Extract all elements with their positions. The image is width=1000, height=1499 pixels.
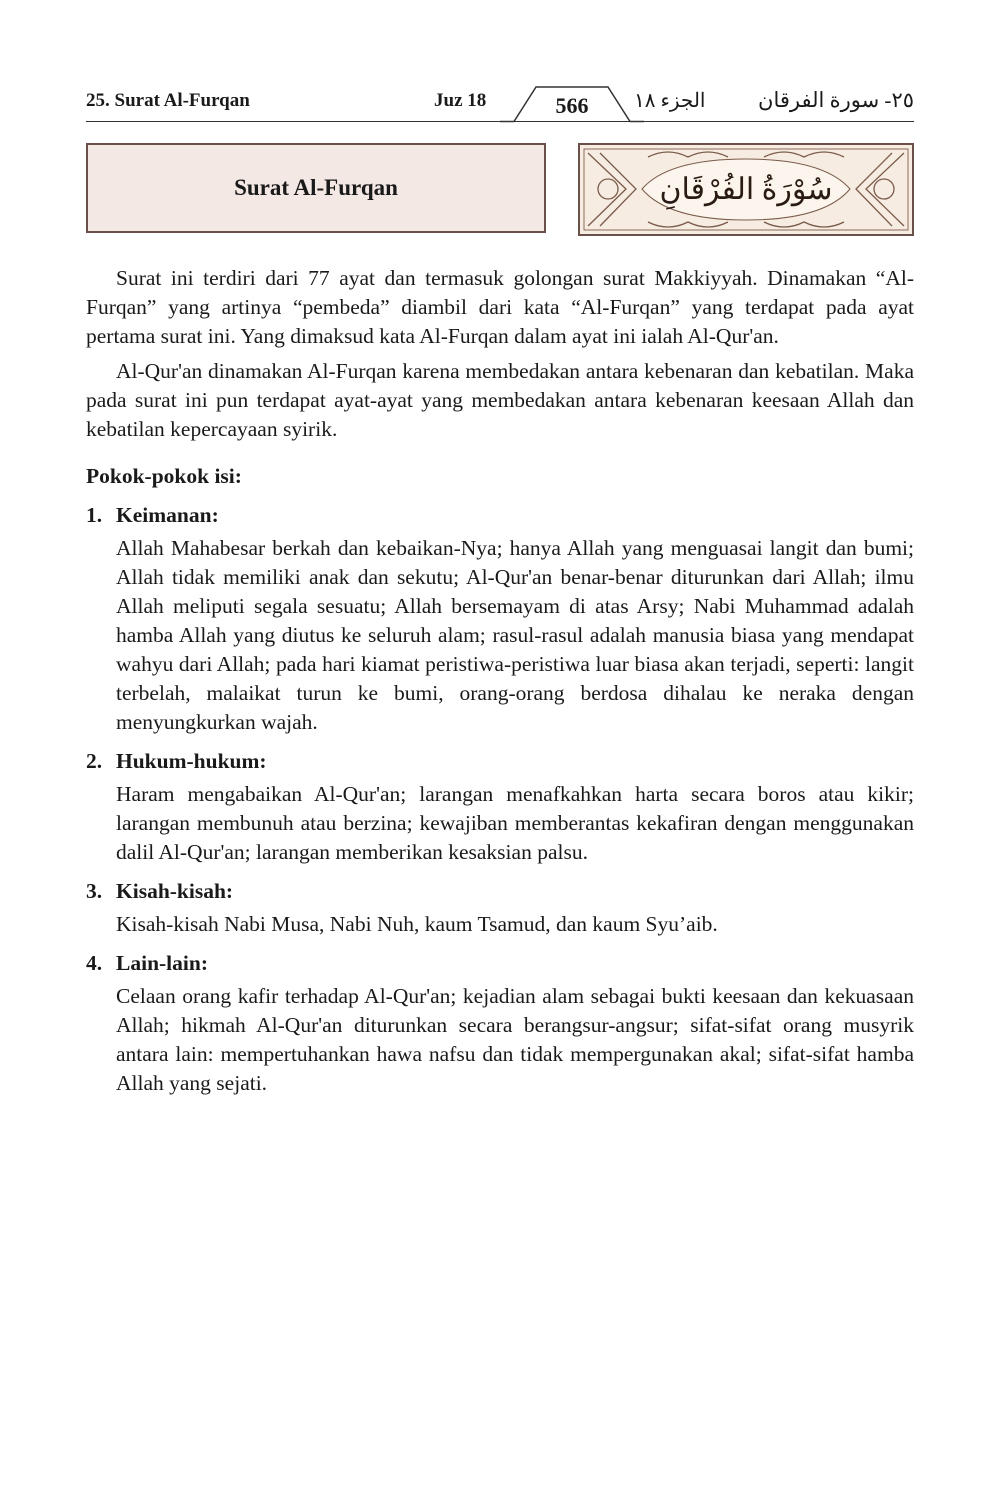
header-surah-latin: 25. Surat Al-Furqan	[86, 90, 250, 111]
item-body: Kisah-kisah Nabi Musa, Nabi Nuh, kaum Tsamud, dan kaum Syu’aib.	[116, 912, 718, 936]
section-title: Pokok-pokok isi:	[86, 464, 242, 488]
item-heading: Hukum-hukum:	[116, 749, 267, 773]
item-body: Allah Mahabesar berkah dan kebaikan-Nya; hanya Allah yang menguasai langit dan bumi; Allah tidak memiliki anak dan sekutu; Al-Qur'an benar-benar diturunkan dari Allah; ilmu Allah meliputi segala sesuatu; Allah bersemayam di atas Arsy; Nabi Muhammad adalah hamba Allah yang diutus ke seluruh alam; rasul-rasul adalah manusia biasa yang mendapat wahyu dari Allah; pada hari kiamat peristiwa-peristiwa luar biasa akan terjadi, seperti: langit terbelah, malaikat turun ke bumi, orang-orang berdosa dihalau ke neraka dengan menyungkurkan wajah.	[116, 536, 914, 734]
header-surah-arabic: ٢٥- سورة الفرقان	[758, 88, 914, 112]
item-number: 1.	[86, 503, 103, 527]
item-heading: Kisah-kisah:	[116, 879, 234, 903]
item-number: 2.	[86, 749, 103, 773]
list-item	[86, 949, 914, 1098]
page-header	[86, 84, 914, 124]
page-number: 566	[555, 93, 589, 118]
page-content	[86, 264, 914, 1098]
surah-title-box	[86, 143, 546, 233]
header-juz-arabic: الجزء ١٨	[634, 90, 706, 112]
header-juz-latin: Juz 18	[434, 90, 487, 111]
list-item	[86, 877, 914, 939]
item-number: 4.	[86, 951, 103, 975]
intro-paragraph-2: Al-Qur'an dinamakan Al-Furqan karena membedakan antara kebenaran dan kebatilan. Maka pada surat ini pun terdapat ayat-ayat yang membedakan antara kebenaran keesaan Allah dan kebatilan kepercayaan syirik.	[86, 359, 914, 441]
item-body: Haram mengabaikan Al-Qur'an; larangan menafkahkan harta secara boros atau kikir; larangan membunuh atau berzina; kewajiban memberantas kekafiran dengan menggunakan dalil Al-Qur'an; larangan memberikan kesaksian palsu.	[116, 782, 914, 864]
item-heading: Keimanan:	[116, 503, 219, 527]
item-heading: Lain-lain:	[116, 951, 208, 975]
list-item	[86, 747, 914, 867]
surah-ornament-frame	[578, 143, 914, 236]
item-body: Celaan orang kafir terhadap Al-Qur'an; kejadian alam sebagai bukti keesaan dan kekuasaan Allah; hikmah Al-Qur'an diturunkan secara berangsur-angsur; sifat-sifat orang musyrik antara lain: mempertuhankan hawa nafsu dan tidak mempergunakan akal; sifat-sifat hamba Allah yang sejati.	[116, 984, 914, 1095]
surah-calligraphy: سُوْرَةُ الفُرْقَانِ	[659, 173, 833, 206]
header-rule	[86, 121, 914, 122]
surah-title: Surat Al-Furqan	[234, 175, 398, 200]
list-item	[86, 501, 914, 737]
item-number: 3.	[86, 879, 103, 903]
intro-paragraph-1: Surat ini terdiri dari 77 ayat dan termasuk golongan surat Makkiyyah. Dinamakan “Al-Furqan” yang artinya “pembeda” diambil dari kata “Al-Furqan” yang terdapat pada ayat pertama surat ini. Yang dimaksud kata Al-Furqan dalam ayat ini ialah Al-Qur'an.	[86, 266, 914, 348]
